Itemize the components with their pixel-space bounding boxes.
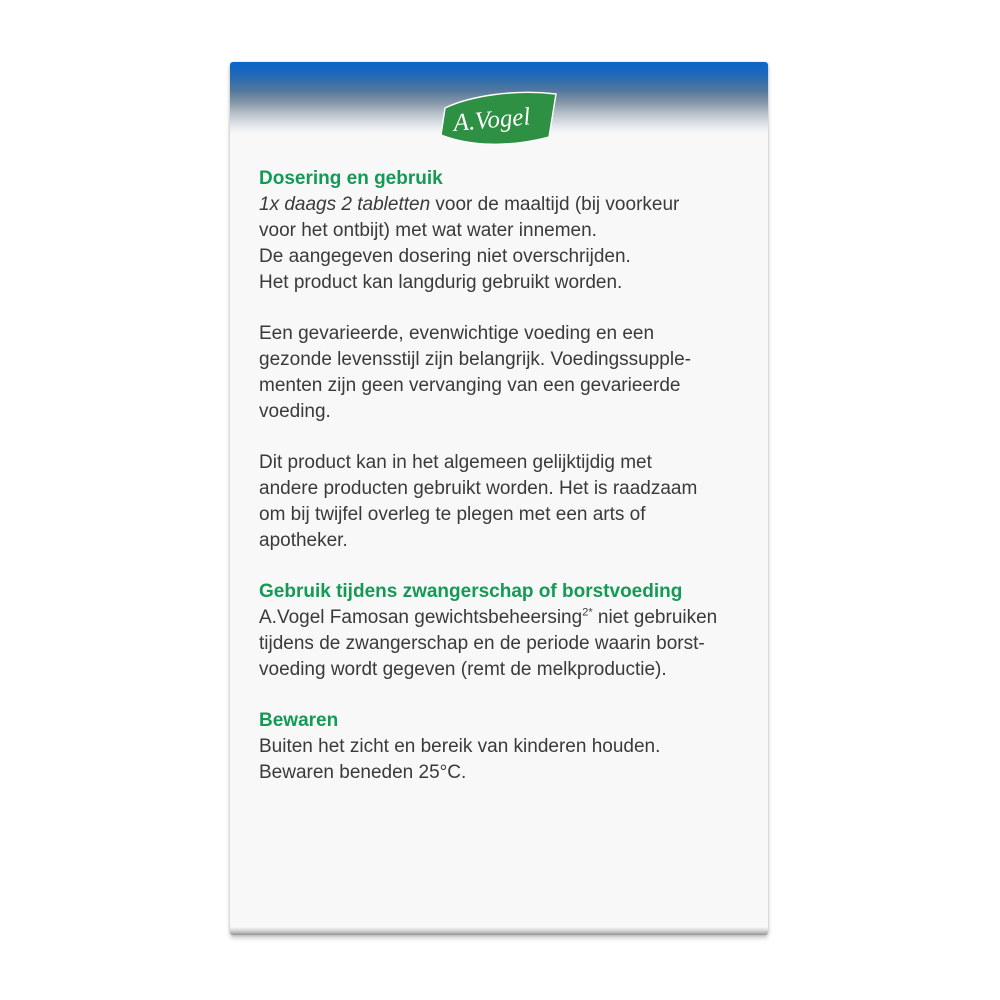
logo-text: A.Vogel [452, 103, 532, 137]
text-line [259, 192, 736, 218]
text-segment: menten zijn geen vervanging van een gevarieerde [259, 375, 681, 396]
text-segment: voor het ontbijt) met wat water innemen. [259, 220, 597, 241]
text-segment: voor de maaltijd (bij voorkeur [430, 194, 680, 215]
text-segment: Buiten het zicht en bereik van kinderen houden. [259, 736, 661, 757]
text-line [259, 476, 736, 502]
text-line [259, 321, 736, 347]
text-segment: 1x daags 2 tabletten [259, 194, 431, 215]
label-section [259, 166, 736, 296]
label-section [259, 579, 736, 683]
text-line [259, 528, 736, 554]
label-section [259, 321, 736, 425]
text-line [259, 631, 736, 657]
text-segment: A.Vogel Famosan gewichtsbeheersing [259, 607, 583, 628]
label-section [259, 708, 736, 786]
text-line [259, 605, 736, 631]
product-label-panel [230, 62, 768, 935]
section-heading: Bewaren [259, 710, 339, 731]
text-segment: voeding wordt gegeven (remt de melkproductie). [259, 659, 667, 680]
text-segment: tijdens de zwangerschap en de periode waarin borst- [259, 633, 705, 654]
section-heading: Dosering en gebruik [259, 168, 443, 189]
text-segment: De aangegeven dosering niet overschrijden. [259, 246, 631, 267]
text-line [259, 399, 736, 425]
text-segment: Een gevarieerde, evenwichtige voeding en een [259, 323, 655, 344]
text-segment: andere producten gebruikt worden. Het is raadzaam [259, 478, 698, 499]
text-segment: Dit product kan in het algemeen gelijktijdig met [259, 452, 652, 473]
text-segment: niet gebruiken [592, 607, 718, 628]
section-heading: Gebruik tijdens zwangerschap of borstvoeding [259, 581, 683, 602]
text-line [259, 450, 736, 476]
text-segment: voeding. [259, 401, 331, 422]
text-segment: apotheker. [259, 530, 348, 551]
text-segment: gezonde levensstijl zijn belangrijk. Voedingssupple- [259, 349, 691, 370]
text-segment: om bij twijfel overleg te plegen met een arts of [259, 504, 646, 525]
text-line [259, 244, 736, 270]
text-segment: Het product kan langdurig gebruikt worden. [259, 272, 623, 293]
text-line [259, 347, 736, 373]
text-line [259, 218, 736, 244]
text-line [259, 502, 736, 528]
text-line [259, 734, 736, 760]
text-line [259, 657, 736, 683]
text-line [259, 373, 736, 399]
superscript-note-marker: 2* [582, 606, 593, 619]
text-line [259, 760, 736, 786]
label-text-content [230, 62, 768, 786]
text-segment: Bewaren beneden 25°C. [259, 762, 467, 783]
text-line [259, 270, 736, 296]
label-section [259, 450, 736, 554]
